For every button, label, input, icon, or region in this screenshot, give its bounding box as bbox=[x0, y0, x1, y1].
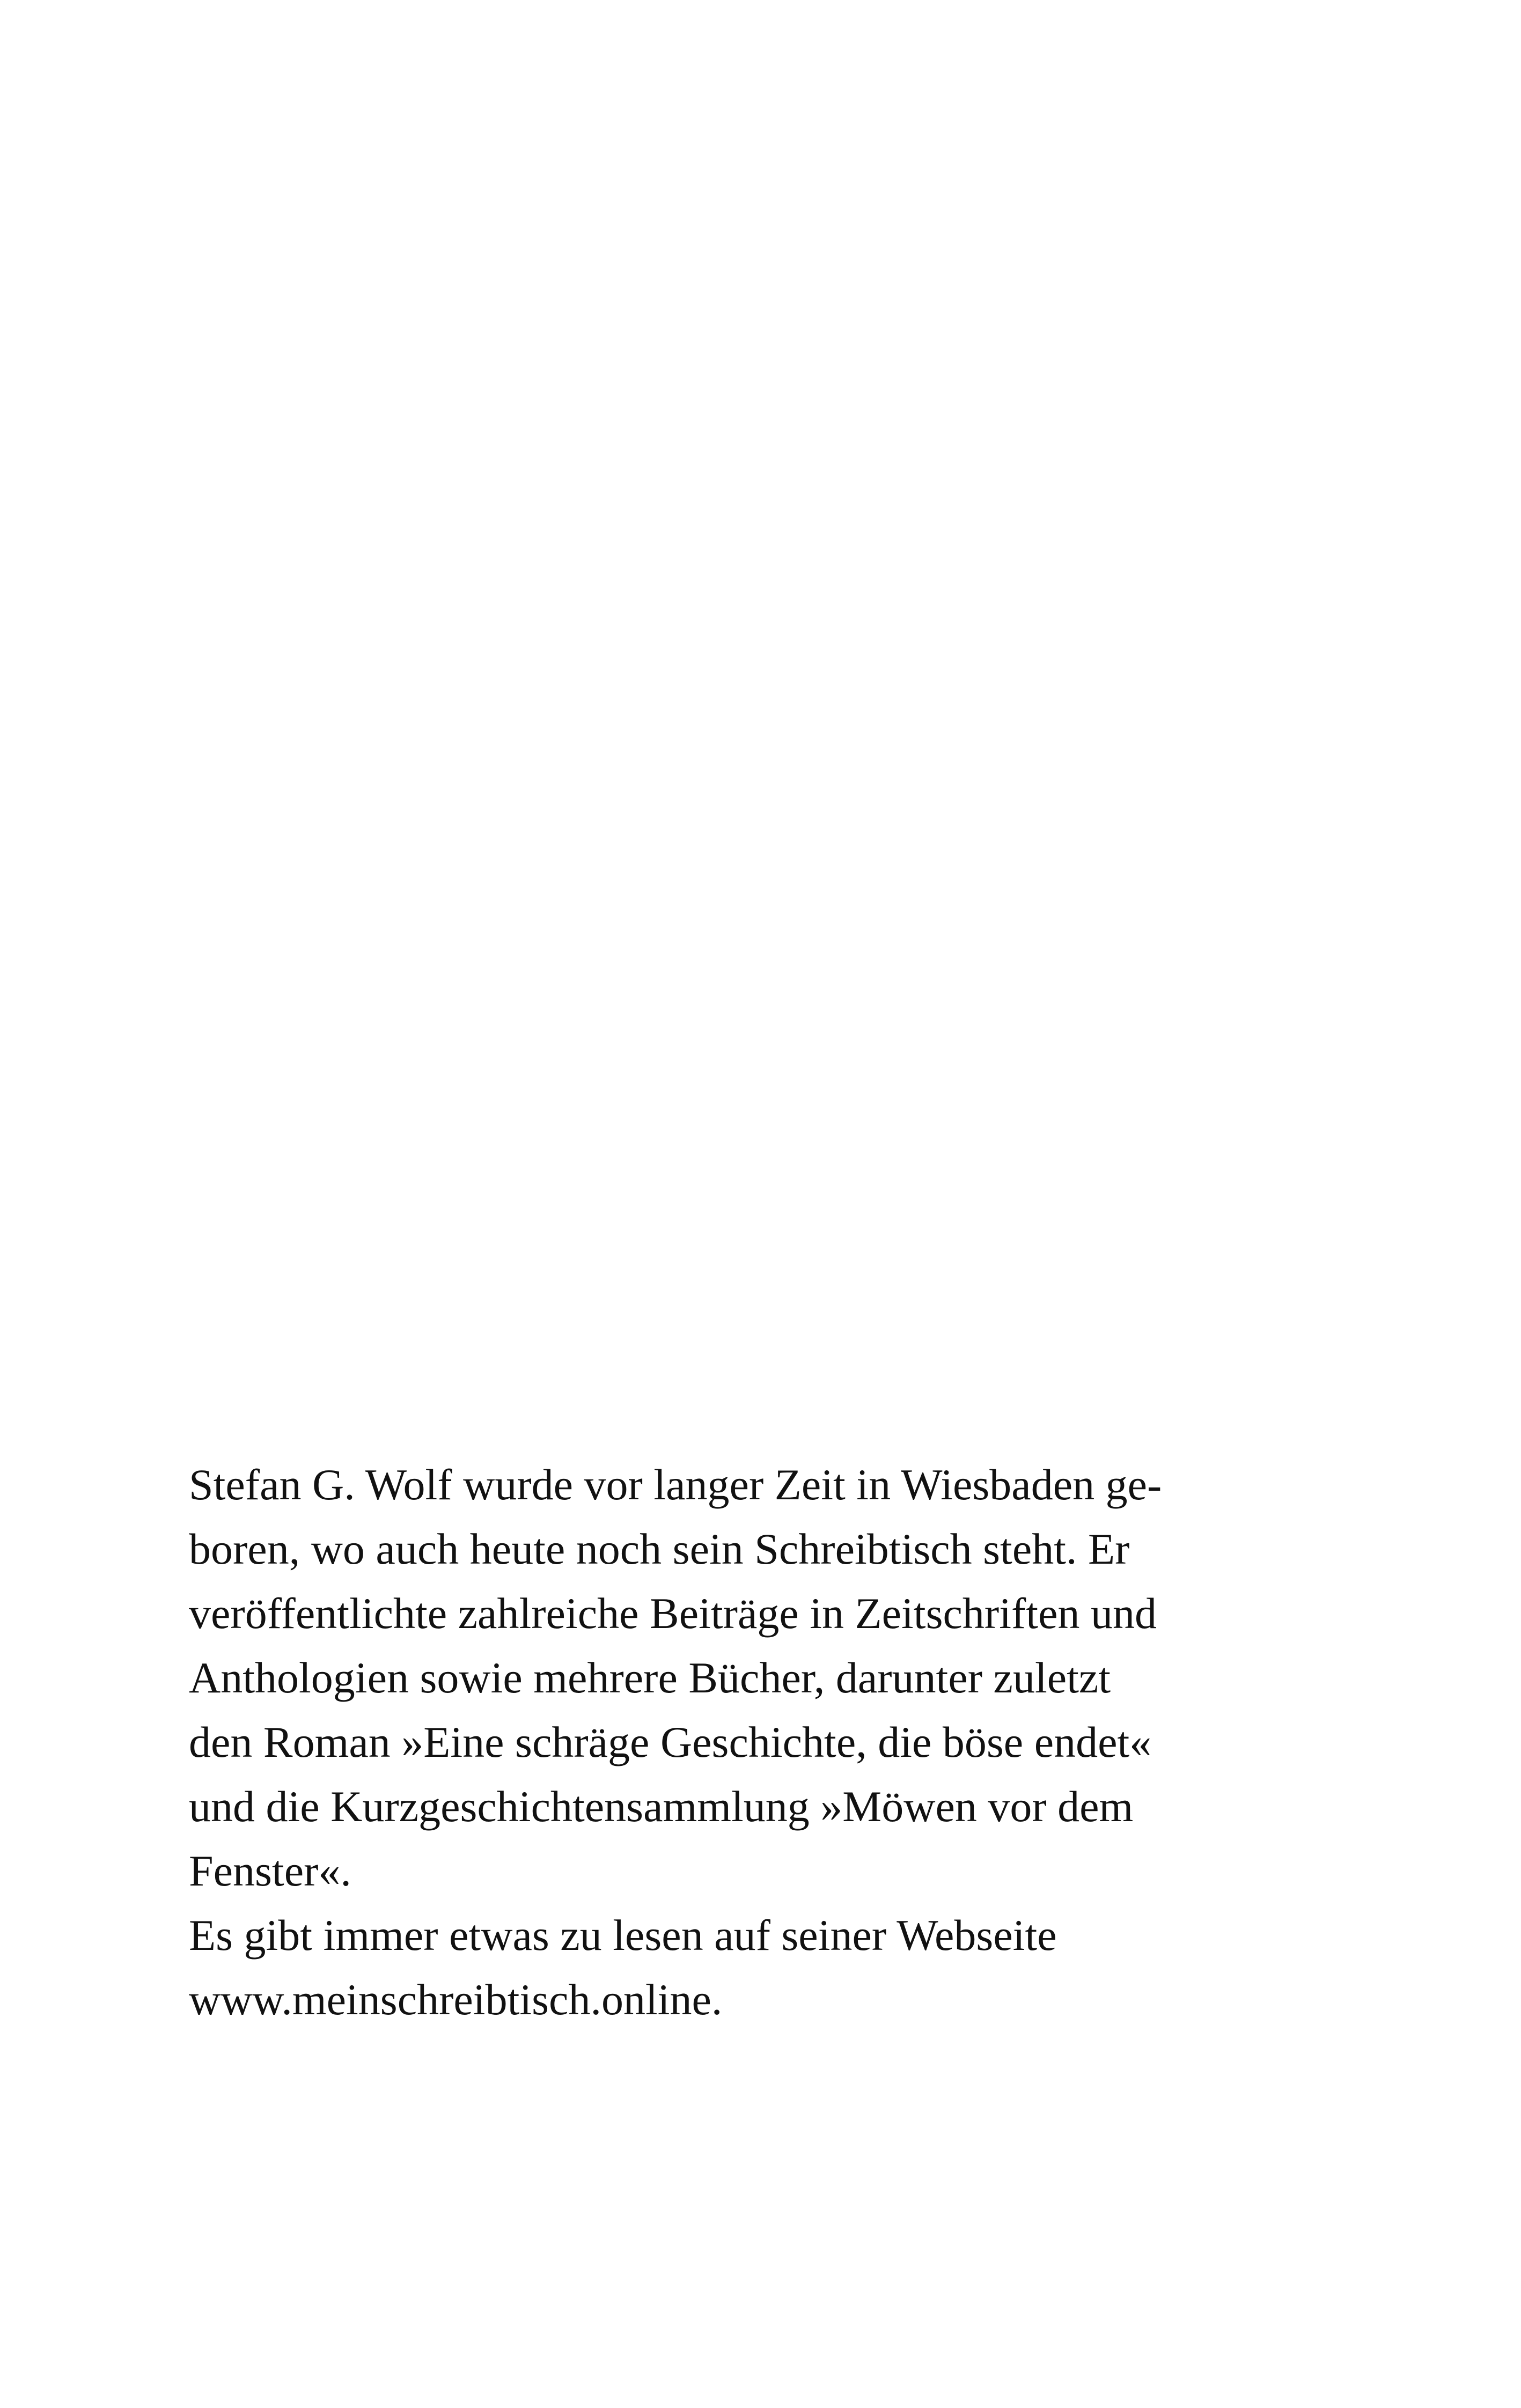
website-url: www.meinschreibtisch.online. bbox=[189, 1975, 723, 2024]
author-bio bbox=[189, 1453, 1262, 2032]
bio-line: boren, wo auch heute noch sein Schreibtisch steht. Er bbox=[189, 1525, 1130, 1573]
bio-line: und die Kurzgeschichtensammlung »Möwen vor dem bbox=[189, 1782, 1134, 1831]
bio-line: veröffentlichte zahlreiche Beiträge in Zeitschriften und bbox=[189, 1589, 1157, 1638]
bio-line: Stefan G. Wolf wurde vor langer Zeit in Wiesbaden ge- bbox=[189, 1460, 1162, 1509]
bio-line: Anthologien sowie mehrere Bücher, darunter zuletzt bbox=[189, 1653, 1111, 1702]
bio-line: Fenster«. bbox=[189, 1846, 351, 1895]
website-intro-line: Es gibt immer etwas zu lesen auf seiner Webseite bbox=[189, 1911, 1057, 1960]
bio-line: den Roman »Eine schräge Geschichte, die böse endet« bbox=[189, 1718, 1152, 1766]
